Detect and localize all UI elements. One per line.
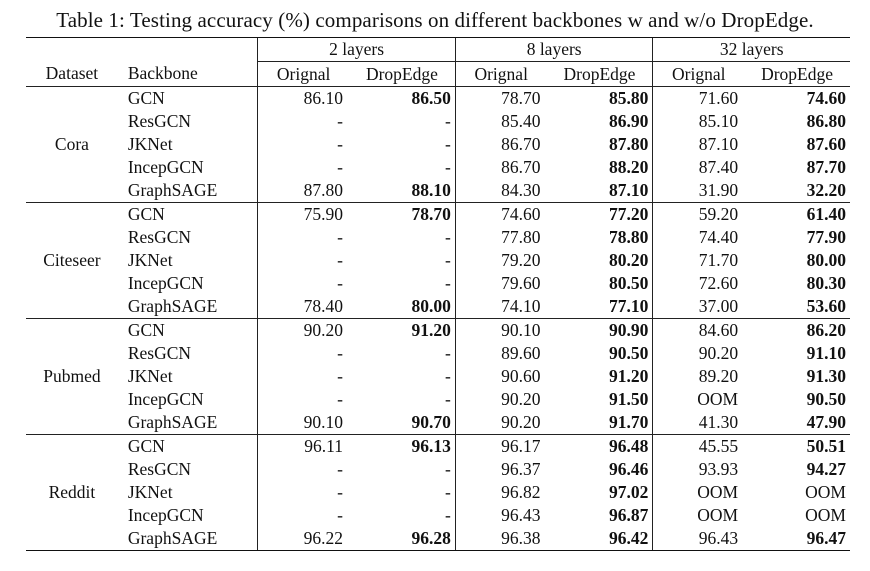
dropedge-value: 86.90 [609,111,649,131]
original-value: 84.60 [653,319,744,343]
dropedge-value: 77.90 [806,227,846,247]
dropedge-value: 78.70 [349,203,455,227]
original-value: 77.80 [455,226,546,249]
backbone-name: IncepGCN [127,505,204,525]
backbone-name: IncepGCN [127,389,204,409]
original-value: 71.60 [653,87,744,111]
original-value: 31.90 [653,179,744,203]
original-value: 79.20 [455,249,546,272]
backbone-name: GCN [118,319,258,343]
original-value: OOM [653,388,744,411]
dropedge-value: 50.51 [744,435,850,459]
original-value: 74.60 [455,203,546,227]
dropedge-value: 96.46 [609,459,649,479]
original-value: 37.00 [653,295,744,319]
original-value: - [258,249,349,272]
dropedge-value: 47.90 [806,412,846,432]
dropedge-value: 86.50 [349,87,455,111]
dropedge-value: OOM [805,505,846,525]
dropedge-value: 61.40 [744,203,850,227]
dropedge-value: 91.30 [806,366,846,386]
original-value: - [258,156,349,179]
dropedge-value: - [445,157,451,177]
backbone-name: JKNet [127,366,173,386]
original-value: 96.38 [455,527,546,551]
original-value: 93.93 [653,458,744,481]
original-value: 87.40 [653,156,744,179]
backbone-name: IncepGCN [127,273,204,293]
backbone-name: ResGCN [127,459,192,479]
table-row [26,435,850,459]
dropedge-header: DropEdge [761,63,834,84]
original-value: 41.30 [653,411,744,435]
dropedge-value: 86.80 [806,111,846,131]
original-value: 86.10 [258,87,349,111]
backbone-name: GraphSAGE [127,412,218,432]
dropedge-value: 78.80 [609,227,649,247]
dataset-name: Pubmed [26,319,118,435]
original-value: - [258,365,349,388]
dropedge-value: 96.87 [609,505,649,525]
original-value: OOM [653,481,744,504]
original-header: Orignal [455,62,546,87]
original-value: 96.11 [258,435,349,459]
table-row [26,295,850,319]
original-value: 96.37 [455,458,546,481]
original-value: 96.82 [455,481,546,504]
dropedge-value: 90.50 [806,389,846,409]
dropedge-value: 80.00 [806,250,846,270]
dropedge-value: 32.20 [806,180,846,200]
backbone-name: GCN [118,87,258,111]
dropedge-value: 96.28 [349,527,455,551]
table-row [26,249,850,272]
original-value: - [258,226,349,249]
original-value: 72.60 [653,272,744,295]
dropedge-value: 77.20 [547,203,653,227]
backbone-name: JKNet [127,250,173,270]
dropedge-value: 90.90 [547,319,653,343]
original-value: 96.17 [455,435,546,459]
backbone-name: GCN [118,203,258,227]
original-value: 78.70 [455,87,546,111]
table-caption: Table 1: Testing accuracy (%) comparisons on different backbones w and w/o DropEdge. [56,8,814,32]
original-header: Orignal [653,62,744,87]
dropedge-value: - [445,389,451,409]
dropedge-value: 80.20 [609,250,649,270]
table-row [26,365,850,388]
dropedge-value: - [445,250,451,270]
backbone-name: JKNet [127,134,173,154]
dropedge-value: 80.50 [609,273,649,293]
dropedge-value: 91.20 [349,319,455,343]
original-value: 90.20 [258,319,349,343]
table-row [26,203,850,227]
original-value: 74.10 [455,295,546,319]
table-row [26,272,850,295]
backbone-name: GraphSAGE [127,296,218,316]
dropedge-value: 87.10 [609,180,649,200]
dropedge-value: - [445,273,451,293]
dropedge-value: 90.50 [609,343,649,363]
original-value: 85.40 [455,110,546,133]
table-row [26,504,850,527]
original-value: 90.10 [455,319,546,343]
backbone-header: Backbone [127,63,198,84]
dataset-header: Dataset [45,63,99,84]
dropedge-value: OOM [805,482,846,502]
original-value: - [258,110,349,133]
backbone-name: IncepGCN [127,157,204,177]
original-value: - [258,481,349,504]
dropedge-value: 96.48 [547,435,653,459]
dropedge-value: 53.60 [806,296,846,316]
original-value: - [258,504,349,527]
backbone-name: GCN [118,435,258,459]
table-row [26,226,850,249]
original-value: 59.20 [653,203,744,227]
original-value: 90.20 [455,388,546,411]
original-value: - [258,342,349,365]
original-value: 87.10 [653,133,744,156]
group-header-32-layers: 32 layers [653,38,850,62]
original-value: 71.70 [653,249,744,272]
dropedge-value: - [445,227,451,247]
dropedge-value: - [445,366,451,386]
group-header-8-layers: 8 layers [455,38,653,62]
backbone-name: GraphSAGE [127,180,218,200]
original-value: 89.60 [455,342,546,365]
dropedge-value: - [445,505,451,525]
dataset-name: Citeseer [26,203,118,319]
original-value: - [258,133,349,156]
dropedge-value: 74.60 [744,87,850,111]
dropedge-value: 96.13 [349,435,455,459]
original-value: 96.22 [258,527,349,551]
dropedge-value: 91.70 [609,412,649,432]
table-row [26,133,850,156]
table-row [26,87,850,111]
group-header-2-layers: 2 layers [258,38,456,62]
original-value: - [258,458,349,481]
backbone-name: ResGCN [127,111,192,131]
original-value: 89.20 [653,365,744,388]
original-value: OOM [653,504,744,527]
original-value: - [258,388,349,411]
dropedge-value: 80.00 [411,296,451,316]
original-value: 45.55 [653,435,744,459]
dropedge-value: 85.80 [547,87,653,111]
backbone-name: GraphSAGE [118,527,258,551]
accuracy-table [26,37,850,551]
original-value: 74.40 [653,226,744,249]
original-header: Orignal [258,62,349,87]
original-value: 90.20 [653,342,744,365]
dropedge-value: 91.10 [806,343,846,363]
original-value: 79.60 [455,272,546,295]
dropedge-value: - [445,343,451,363]
table-row [26,110,850,133]
original-value: 87.80 [258,179,349,203]
dropedge-value: 80.30 [806,273,846,293]
dropedge-value: - [445,111,451,131]
original-value: 90.20 [455,411,546,435]
backbone-name: ResGCN [127,227,192,247]
table-row [26,481,850,504]
dropedge-value: 87.70 [806,157,846,177]
original-value: 90.60 [455,365,546,388]
table-row [26,319,850,343]
dropedge-value: 91.50 [609,389,649,409]
backbone-name: JKNet [127,482,173,502]
dropedge-value: 91.20 [609,366,649,386]
table-row [26,527,850,551]
dropedge-value: 88.10 [411,180,451,200]
dropedge-value: 96.47 [744,527,850,551]
dropedge-value: - [445,134,451,154]
original-value: 75.90 [258,203,349,227]
original-value: 96.43 [455,504,546,527]
dataset-name: Reddit [26,435,118,551]
dropedge-value: - [445,482,451,502]
table-row [26,342,850,365]
dropedge-value: 87.60 [806,134,846,154]
dropedge-header: DropEdge [563,63,636,84]
dataset-name: Cora [26,87,118,203]
table-row [26,388,850,411]
dropedge-header: DropEdge [365,63,438,84]
dropedge-value: 96.42 [547,527,653,551]
table-row [26,411,850,435]
table-row [26,458,850,481]
original-value: 84.30 [455,179,546,203]
dropedge-value: 94.27 [806,459,846,479]
original-value: 85.10 [653,110,744,133]
dropedge-value: - [445,459,451,479]
original-value: 90.10 [258,411,349,435]
original-value: 86.70 [455,133,546,156]
dropedge-value: 97.02 [609,482,649,502]
dropedge-value: 87.80 [609,134,649,154]
dropedge-value: 90.70 [411,412,451,432]
dropedge-value: 88.20 [609,157,649,177]
original-value: 86.70 [455,156,546,179]
original-value: - [258,272,349,295]
original-value: 78.40 [258,295,349,319]
table-body [26,87,850,551]
table-row [26,179,850,203]
dropedge-value: 86.20 [744,319,850,343]
dropedge-value: 77.10 [609,296,649,316]
original-value: 96.43 [653,527,744,551]
table-row [26,156,850,179]
backbone-name: ResGCN [127,343,192,363]
